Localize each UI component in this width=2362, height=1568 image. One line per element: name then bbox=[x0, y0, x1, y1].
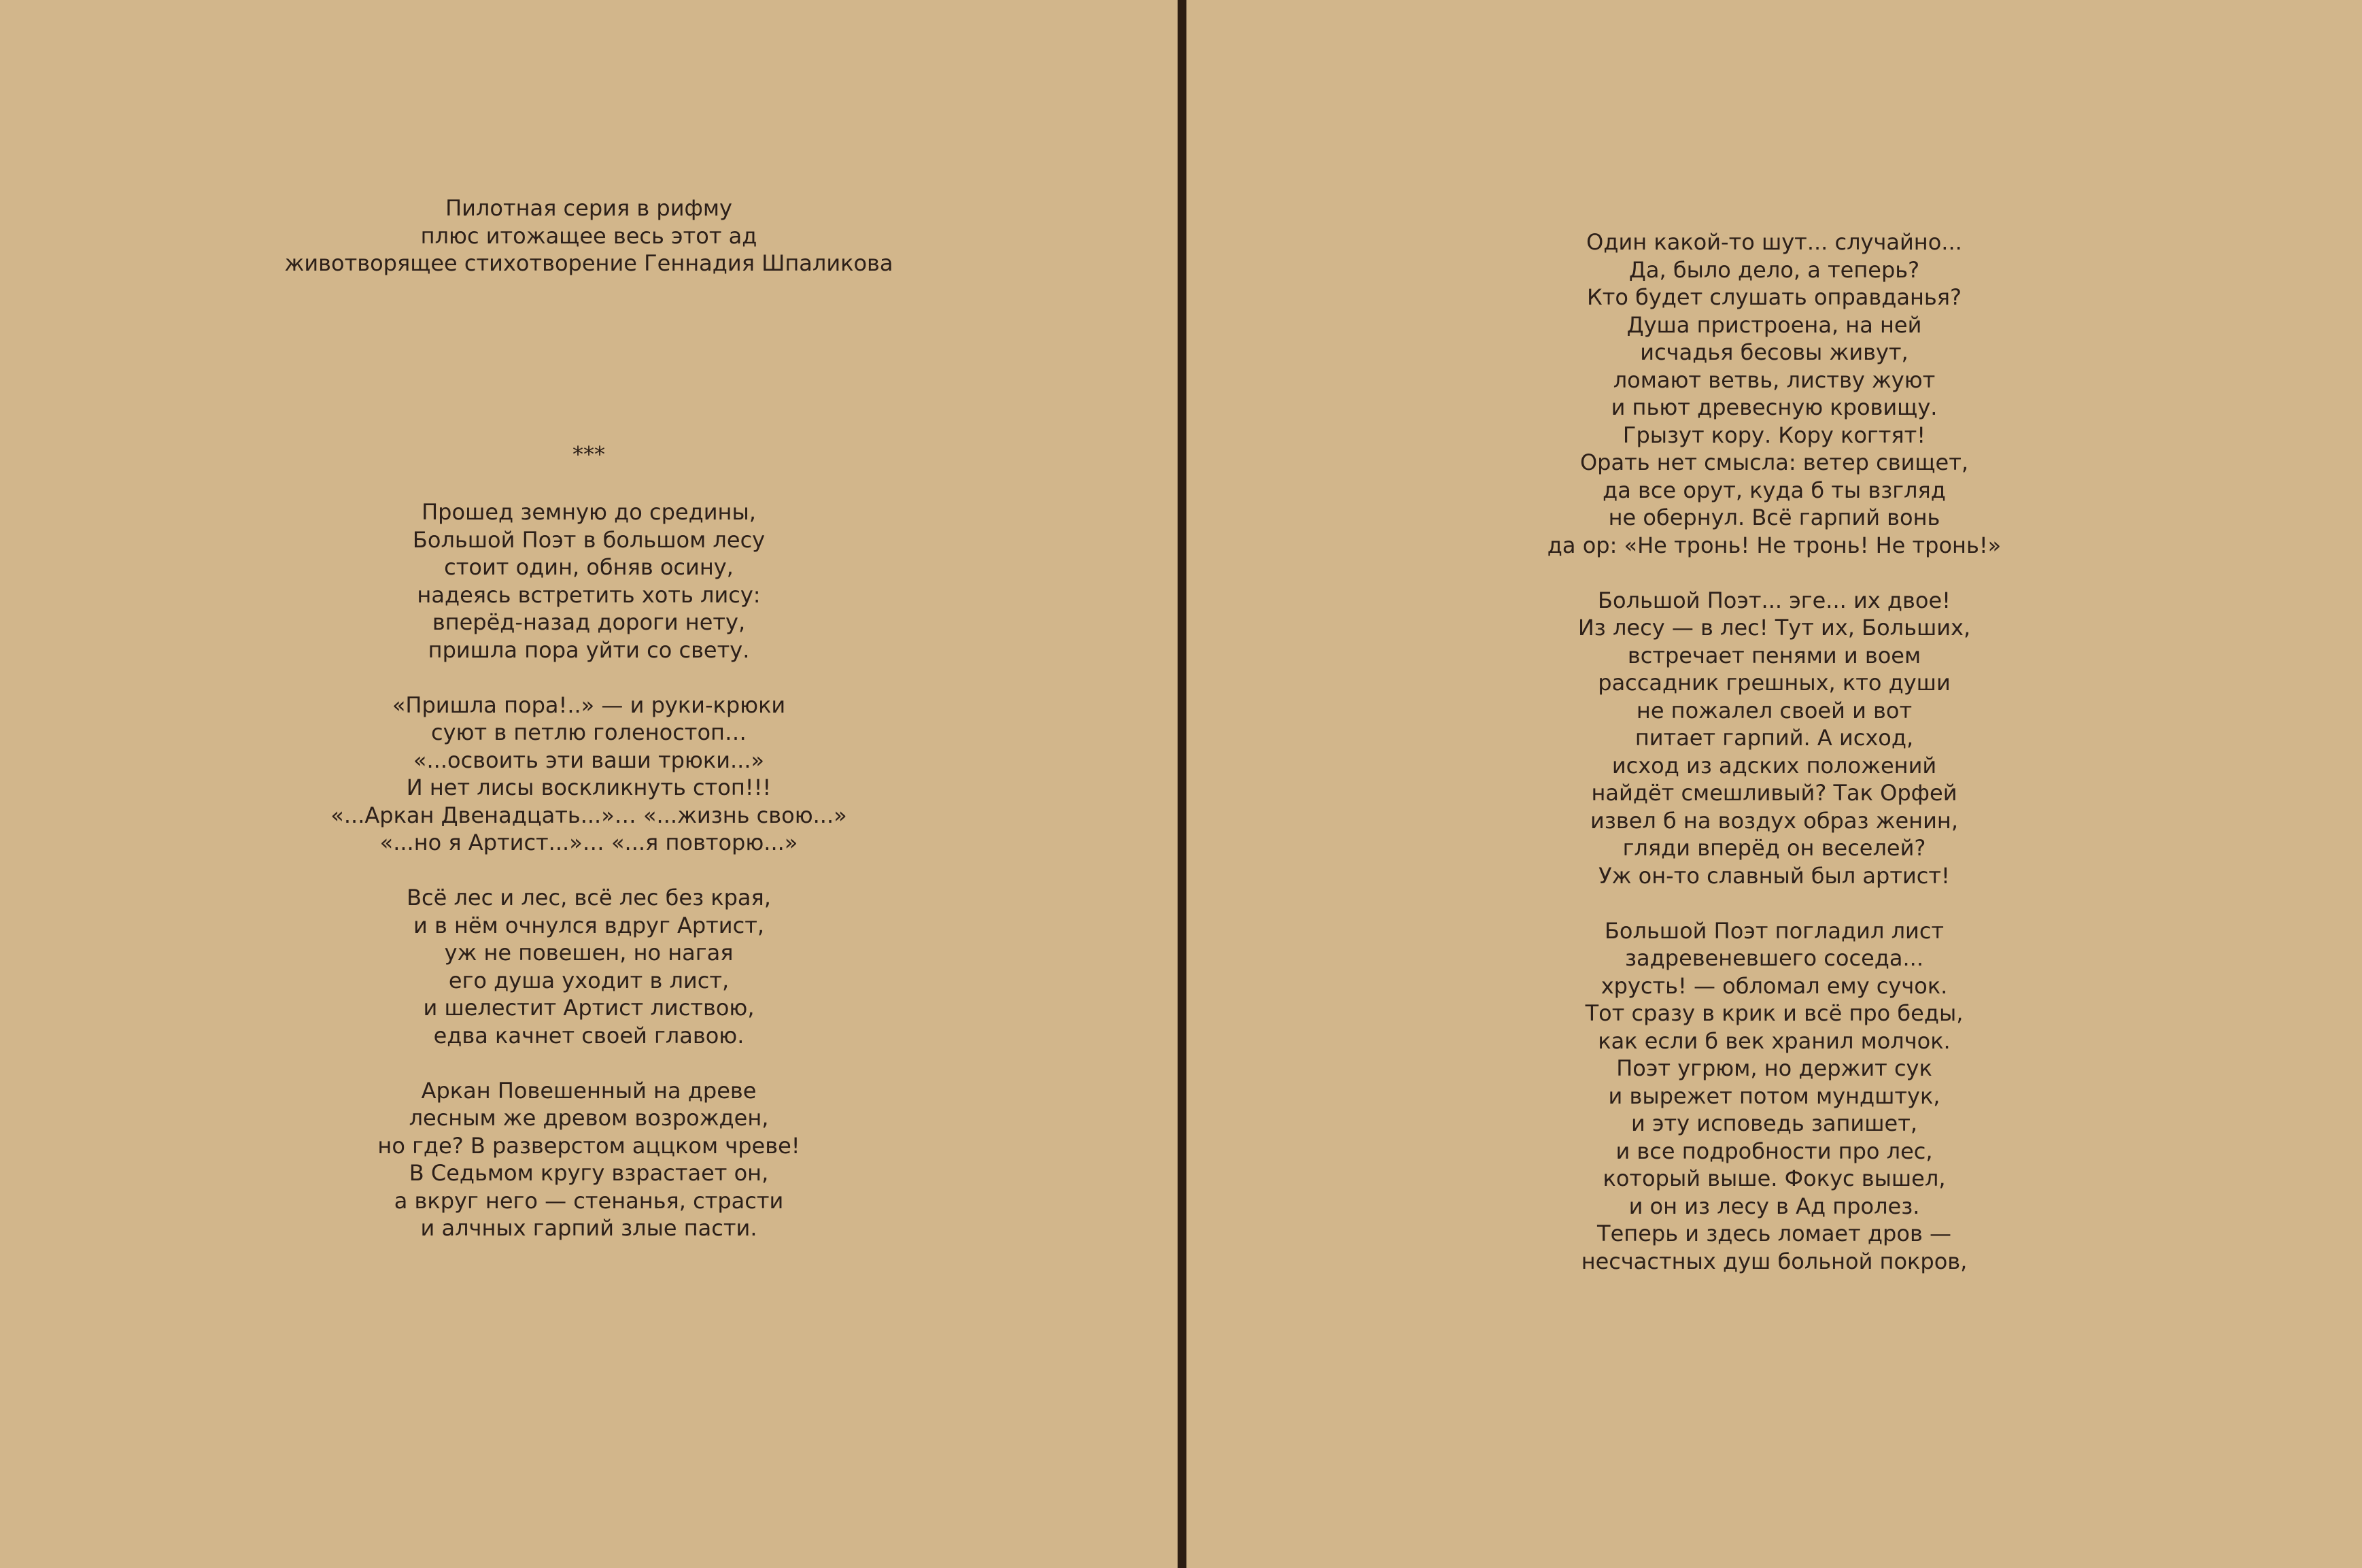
poem-line: и эту исповедь запишет, bbox=[1631, 1110, 1917, 1136]
poem-line: вперёд-назад дороги нету, bbox=[432, 609, 746, 635]
poem-line: Большой Поэт в большом лесу bbox=[412, 526, 766, 553]
poem-line: встречает пенями и воем bbox=[1627, 642, 1921, 668]
poem-line: исчадья бесовы живут, bbox=[1640, 339, 1909, 365]
poem-line: но где? В разверстом аццком чреве! bbox=[377, 1132, 800, 1159]
stanza-gap bbox=[0, 857, 1178, 885]
poem-line: хрусть! — обломал ему сучок. bbox=[1601, 972, 1948, 999]
poem-line: Поэт угрюм, но держит сук bbox=[1616, 1055, 1932, 1081]
poem-line: не обернул. Всё гарпий вонь bbox=[1608, 505, 1940, 530]
poem-line: да ор: «Не тронь! Не тронь! Не тронь!» bbox=[1547, 532, 2002, 558]
poem-line: едва качнет своей главою. bbox=[433, 1022, 744, 1049]
poem-right-column bbox=[1186, 228, 2362, 1275]
stanza-gap bbox=[0, 1049, 1178, 1077]
stanza-gap bbox=[0, 664, 1178, 692]
poem-line: «Пришла пора!..» — и руки-крюки bbox=[392, 692, 786, 718]
poem-line: найдёт смешливый? Так Орфей bbox=[1591, 780, 1957, 806]
poem-line: а вкруг него — стенанья, страсти bbox=[394, 1187, 784, 1214]
poem-line: надеясь встретить хоть лису: bbox=[417, 581, 761, 608]
poem-line: «...но я Артист...»… «...я повторю...» bbox=[379, 830, 798, 855]
poem-line: Да, было дело, а теперь? bbox=[1628, 256, 1920, 283]
poem-line: питает гарпий. А исход, bbox=[1634, 725, 1914, 751]
poem-line: и алчных гарпий злые пасти. bbox=[420, 1215, 757, 1241]
poem-line: В Седьмом кругу взрастает он, bbox=[409, 1160, 769, 1186]
poem-line: ломают ветвь, листву жуют bbox=[1613, 367, 1936, 393]
intro-line: Пилотная серия в рифму bbox=[445, 195, 732, 221]
stanza-gap bbox=[1186, 889, 2362, 917]
right-page bbox=[1186, 0, 2362, 1568]
poem-line: Прошед земную до средины, bbox=[422, 499, 756, 525]
intro-line: плюс итожащее весь этот ад bbox=[420, 222, 757, 249]
poem-line: его душа уходит в лист, bbox=[448, 967, 730, 993]
poem-line: Всё лес и лес, всё лес без края, bbox=[407, 885, 771, 910]
poem-line: Теперь и здесь ломает дров — bbox=[1597, 1221, 1951, 1246]
poem-line: и шелестит Артист листвою, bbox=[423, 995, 755, 1021]
poem-line: и пьют древесную кровищу. bbox=[1611, 394, 1938, 420]
poem-line: Тот сразу в крик и всё про беды, bbox=[1585, 1000, 1964, 1026]
left-page bbox=[0, 0, 1178, 1568]
poem-left-column bbox=[0, 498, 1178, 1242]
poem-line: не пожалел своей и вот bbox=[1636, 697, 1913, 723]
poem-line: рассадник грешных, кто души bbox=[1598, 670, 1951, 696]
book-spine-divider bbox=[1178, 0, 1186, 1568]
intro-line: животворящее стихотворение Геннадия Шпаликова bbox=[284, 250, 893, 276]
asterism-text: *** bbox=[572, 441, 605, 467]
poem-line: Уж он-то славный был артист! bbox=[1598, 862, 1950, 889]
poem-line: Душа пристроена, на ней bbox=[1626, 311, 1922, 338]
intro-block bbox=[0, 194, 1178, 277]
poem-line: и он из лесу в Ад пролез. bbox=[1628, 1193, 1920, 1219]
poem-line: гляди вперёд он веселей? bbox=[1622, 835, 1926, 861]
poem-line: уж не повешен, но нагая bbox=[444, 940, 734, 966]
poem-line: Орать нет смысла: ветер свищет, bbox=[1579, 449, 1969, 475]
poem-line: задревеневшего соседа... bbox=[1625, 945, 1923, 971]
poem-line: Аркан Повешенный на древе bbox=[421, 1077, 757, 1104]
poem-line: и вырежет потом мундштук, bbox=[1608, 1083, 1940, 1109]
poem-line: Кто будет слушать оправданья? bbox=[1587, 284, 1962, 310]
stanza-gap bbox=[1186, 559, 2362, 587]
poem-line: который выше. Фокус вышел, bbox=[1603, 1165, 1946, 1191]
poem-line: лесным же древом возрожден, bbox=[409, 1105, 769, 1131]
poem-line: Один какой-то шут... случайно... bbox=[1586, 229, 1962, 255]
poem-line: суют в петлю голеностоп… bbox=[431, 719, 747, 745]
asterism bbox=[0, 441, 1178, 468]
poem-line: «...Аркан Двенадцать...»… «...жизнь свою...» bbox=[330, 802, 847, 828]
poem-line: извел б на воздух образ женин, bbox=[1590, 807, 1958, 834]
poem-line: и все подробности про лес, bbox=[1615, 1138, 1933, 1164]
poem-line: И нет лисы воскликнуть стоп!!! bbox=[406, 774, 772, 800]
poem-line: исход из адских положений bbox=[1611, 752, 1937, 779]
poem-line: пришла пора уйти со свету. bbox=[428, 636, 750, 663]
poem-line: Грызут кору. Кору когтят! bbox=[1622, 422, 1926, 448]
poem-line: Большой Поэт... эге... их двое! bbox=[1598, 587, 1951, 613]
poem-line: Большой Поэт погладил лист bbox=[1604, 917, 1945, 944]
poem-line: да все орут, куда б ты взгляд bbox=[1603, 477, 1946, 503]
poem-line: стоит один, обняв осину, bbox=[444, 554, 734, 580]
poem-line: Из лесу — в лес! Тут их, Больших, bbox=[1577, 615, 1971, 641]
poem-line: и в нём очнулся вдруг Артист, bbox=[413, 912, 764, 938]
poem-line: несчастных душ больной покров, bbox=[1581, 1248, 1968, 1274]
poem-line: «...освоить эти ваши трюки...» bbox=[413, 747, 765, 773]
poem-line: как если б век хранил молчок. bbox=[1598, 1027, 1951, 1054]
